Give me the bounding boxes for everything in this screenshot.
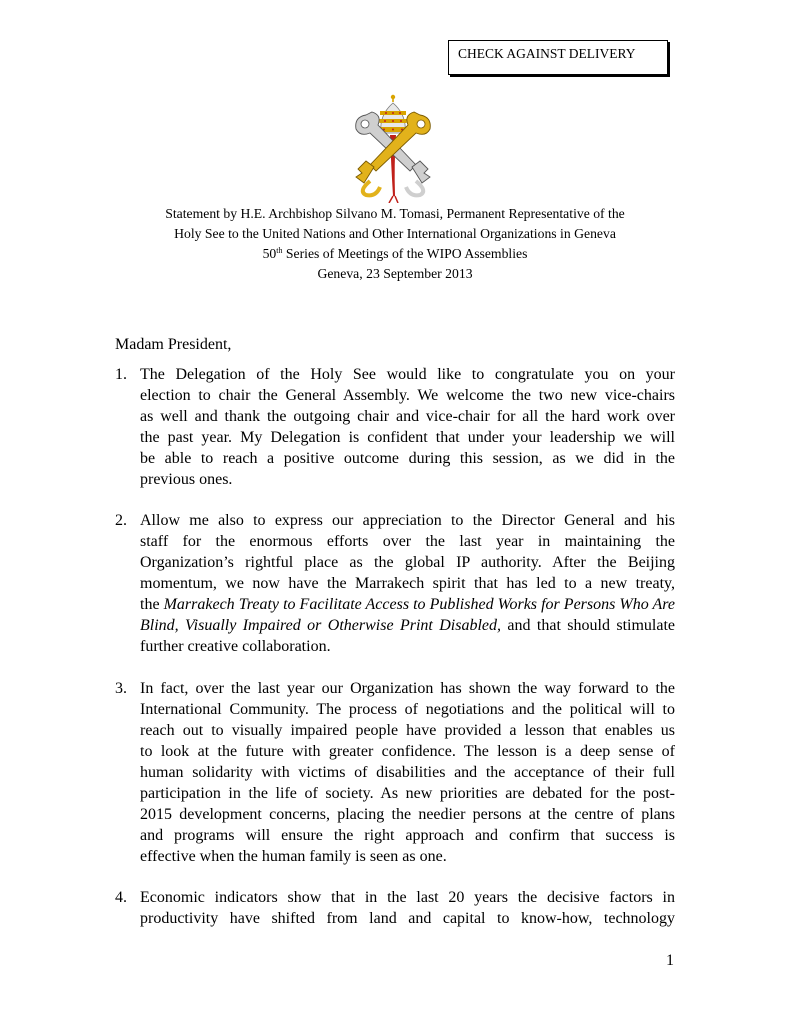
treaty-title-cont: Blind, Visually Impaired or Otherwise Print Disabled, (140, 617, 502, 634)
paragraph-text: Economic indicators show that in the last 20 years the decisive factors in productivity have shifted from land and capital to know-how, technology (140, 889, 675, 927)
paragraph-text: Allow me also to express our appreciation to the Director General and his staff for the enormous efforts over the last year in maintaining the Organization’s rightful place as the global IP authority. After the Beijing momentum, we now have the Marrakech spirit that has led to a new treaty, the Marrakech Treaty to Facilitate Access to Published Works for Persons Who Are Blind, Visually Impaired or Otherwise Print Disabled, and that should stimulate further creative collaboration. (140, 512, 676, 655)
paragraph-text: In fact, over the last year our Organization has shown the way forward to the International Community. The process of negotiations and the political will to reach out to visually impaired people have provided a lesson that enables us to look at the future with greater confidence. The lesson is a deep sense of human solidarity with victims of disabilities and the acceptance of their full participation in the life of society. As new priorities are debated for the post- 2015 development concerns, placing the needier persons at the centre of plans and programs will ensure the right approach and confirm that success is effective when the human family is seen as one. (140, 680, 675, 865)
paragraph-text: The Delegation of the Holy See would like to congratulate you on your election to chair the General Assembly. We welcome the two new vice-chairs as well and thank the outgoing chair and vice-chair for all the hard work over the past year. My Delegation is confident that under your leadership we will be able to reach a positive outcome during this session, as we did in the previous ones. (140, 366, 675, 488)
header-line-1: Statement by H.E. Archbishop Silvano M. Tomasi, Permanent Representative of the (165, 206, 625, 221)
paragraph-3 (115, 678, 675, 867)
paragraph-1 (115, 364, 675, 490)
holy-see-coat-of-arms-icon (350, 93, 436, 203)
paragraph-number: 1. (115, 366, 127, 383)
paragraph-number: 2. (115, 512, 127, 529)
page-number: 1 (666, 952, 674, 969)
paragraph-2 (115, 510, 675, 657)
check-against-delivery-box: CHECK AGAINST DELIVERY (448, 40, 668, 75)
papal-tiara-icon (379, 95, 407, 133)
paragraph-4 (115, 887, 675, 929)
header-line-4: Geneva, 23 September 2013 (317, 266, 473, 281)
header-line-2: Holy See to the United Nations and Other International Organizations in Geneva (174, 226, 616, 241)
statement-header (100, 204, 690, 284)
paragraph-number: 3. (115, 680, 127, 697)
header-line-3: 50th Series of Meetings of the WIPO Assemblies (262, 246, 528, 261)
salutation: Madam President, (115, 336, 232, 353)
paragraph-number: 4. (115, 889, 127, 906)
treaty-title: Marrakech Treaty to Facilitate Access to Published Works for Persons Who Are (163, 596, 675, 613)
